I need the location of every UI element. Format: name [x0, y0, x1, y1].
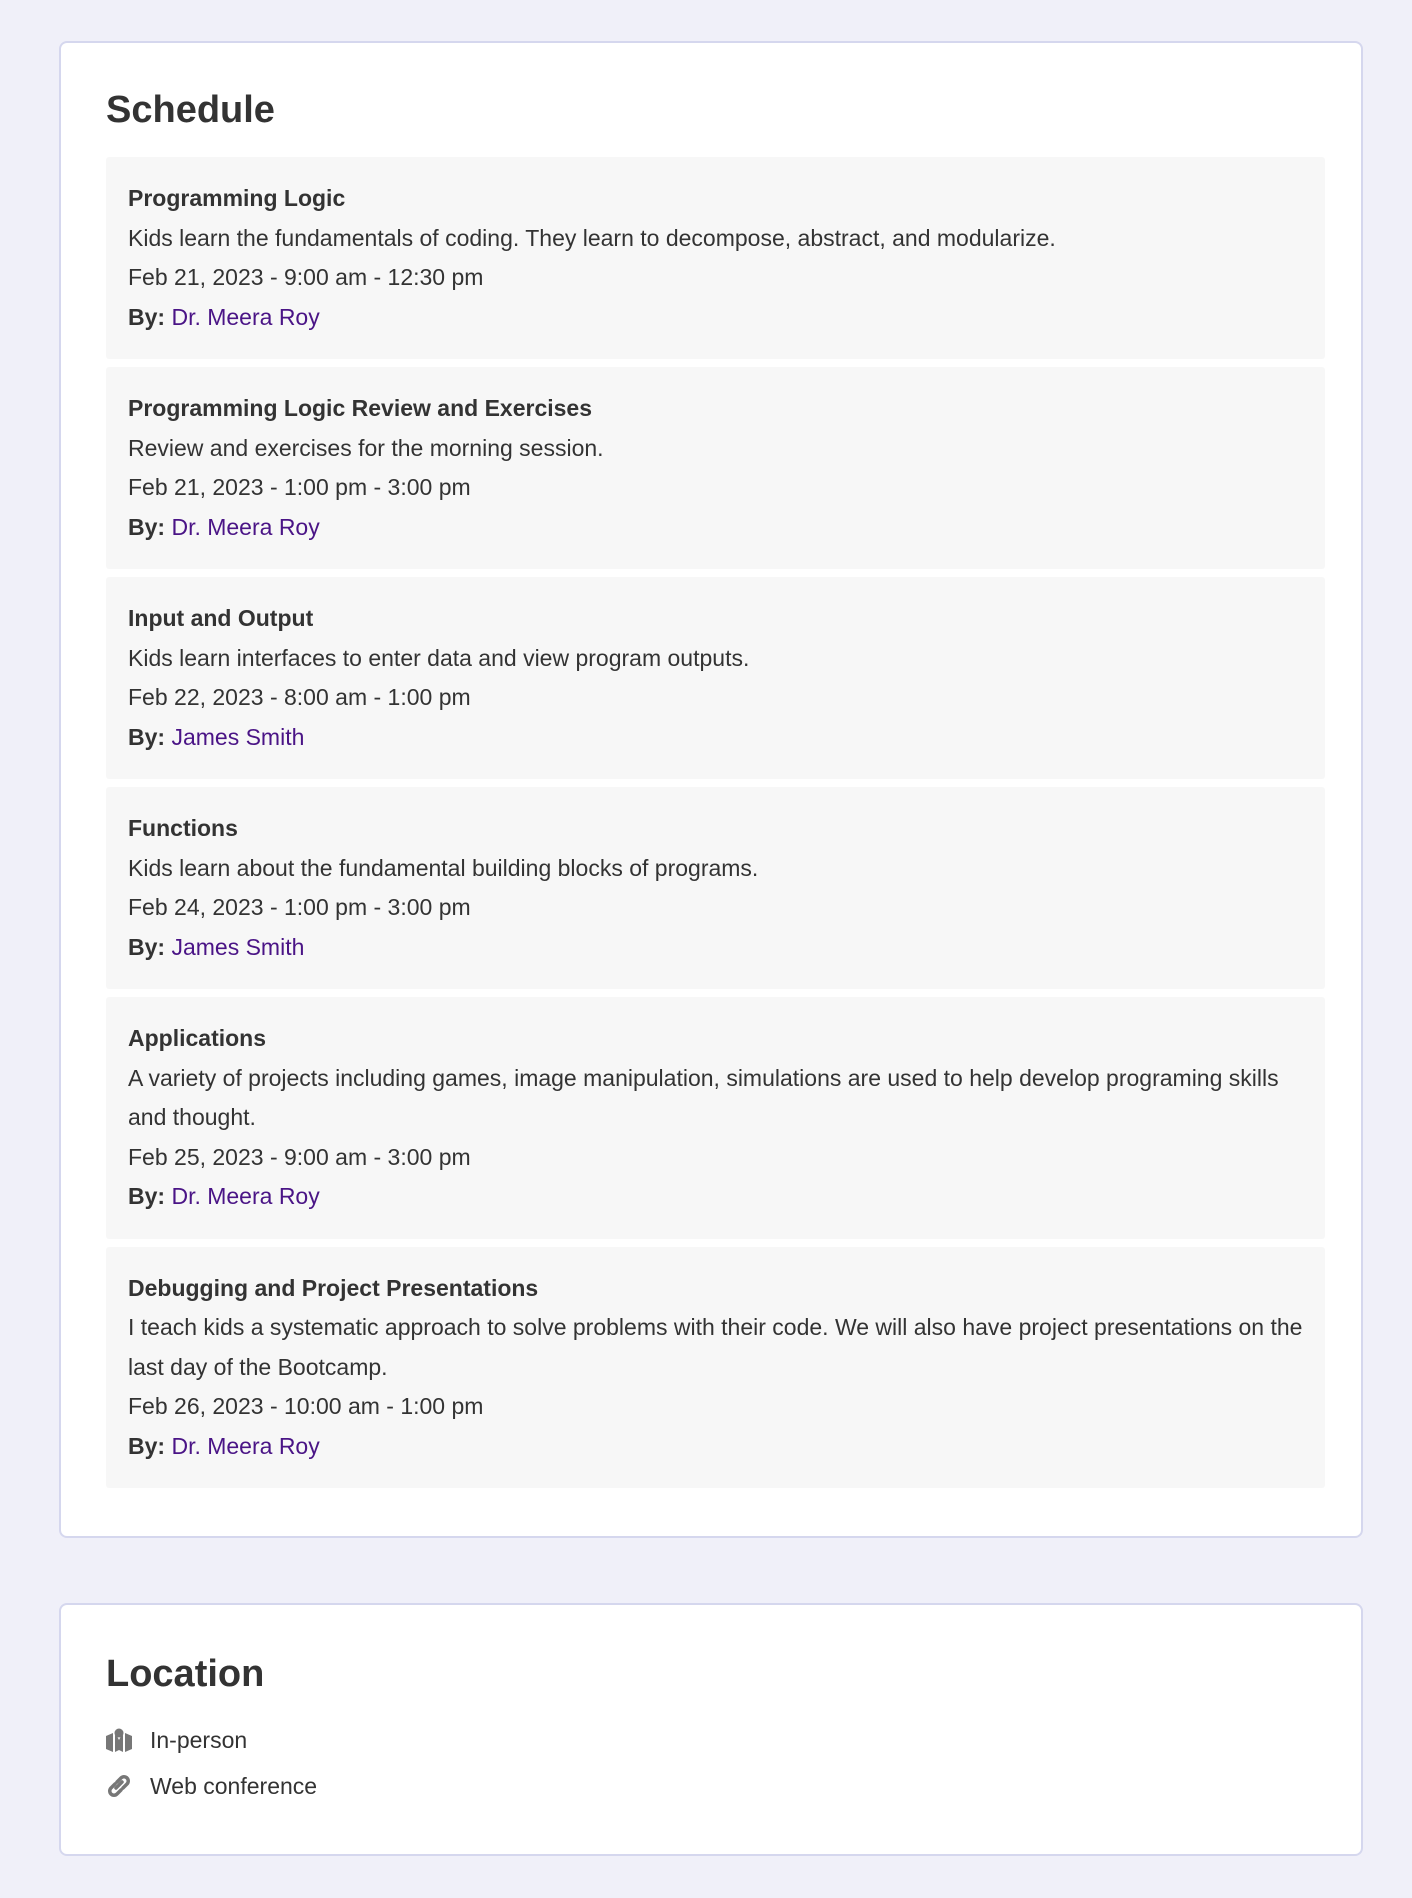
session-description: Kids learn the fundamentals of coding. They learn to decompose, abstract, and modularize. — [128, 224, 1056, 251]
schedule-item — [106, 577, 1325, 779]
instructor-link[interactable]: James Smith — [171, 723, 305, 750]
session-title: Programming Logic Review and Exercises — [128, 395, 592, 421]
session-time: Feb 22, 2023 - 8:00 am - 1:00 pm — [128, 684, 471, 710]
session-instructor — [128, 718, 1303, 758]
by-label: By: — [128, 303, 166, 330]
session-time: Feb 21, 2023 - 1:00 pm - 3:00 pm — [128, 474, 471, 500]
session-time: Feb 21, 2023 - 9:00 am - 12:30 pm — [128, 264, 484, 290]
location-card — [59, 1603, 1363, 1856]
session-description: Kids learn about the fundamental building blocks of programs. — [128, 854, 759, 881]
session-instructor — [128, 508, 1303, 548]
session-instructor — [128, 928, 1303, 968]
location-web-conference — [106, 1763, 317, 1809]
instructor-link[interactable]: Dr. Meera Roy — [171, 303, 320, 330]
schedule-card — [59, 41, 1363, 1538]
map-icon — [106, 1728, 132, 1752]
schedule-item — [106, 1247, 1325, 1489]
session-time: Feb 24, 2023 - 1:00 pm - 3:00 pm — [128, 894, 471, 920]
schedule-title: Schedule — [106, 89, 275, 131]
location-list — [106, 1717, 317, 1809]
location-label: Web conference — [150, 1772, 318, 1799]
instructor-link[interactable]: Dr. Meera Roy — [171, 1432, 320, 1459]
session-instructor — [128, 298, 1303, 338]
location-title: Location — [106, 1653, 265, 1695]
session-description: Kids learn interfaces to enter data and view program outputs. — [128, 644, 750, 671]
session-title: Programming Logic — [128, 185, 346, 211]
schedule-item — [106, 157, 1325, 359]
by-label: By: — [128, 513, 166, 540]
instructor-link[interactable]: Dr. Meera Roy — [171, 1183, 320, 1209]
session-description: I teach kids a systematic approach to solve problems with their code. We will also have project presentations on the last day of the Bootcamp. — [128, 1314, 1303, 1380]
instructor-link[interactable]: James Smith — [171, 933, 305, 960]
session-instructor — [128, 1427, 1303, 1467]
by-label: By: — [128, 1183, 166, 1209]
session-time: Feb 25, 2023 - 9:00 am - 3:00 pm — [128, 1143, 471, 1170]
session-time: Feb 26, 2023 - 10:00 am - 1:00 pm — [128, 1393, 484, 1419]
session-description: Review and exercises for the morning session. — [128, 434, 604, 461]
location-in-person — [106, 1717, 317, 1763]
location-label: In-person — [150, 1726, 248, 1753]
by-label: By: — [128, 723, 166, 750]
schedule-item — [106, 787, 1325, 989]
schedule-item — [106, 997, 1325, 1239]
session-title: Debugging and Project Presentations — [128, 1274, 539, 1301]
schedule-item — [106, 367, 1325, 569]
schedule-list — [106, 157, 1325, 1496]
session-instructor — [128, 1177, 1303, 1217]
instructor-link[interactable]: Dr. Meera Roy — [171, 513, 320, 540]
session-description: A variety of projects including games, image manipulation, simulations are used to help develop programing skills and thought. — [128, 1064, 1279, 1130]
link-icon — [106, 1774, 132, 1798]
session-title: Functions — [128, 815, 238, 841]
by-label: By: — [128, 933, 166, 960]
session-title: Input and Output — [128, 605, 314, 631]
session-title: Applications — [128, 1025, 267, 1051]
by-label: By: — [128, 1432, 166, 1459]
